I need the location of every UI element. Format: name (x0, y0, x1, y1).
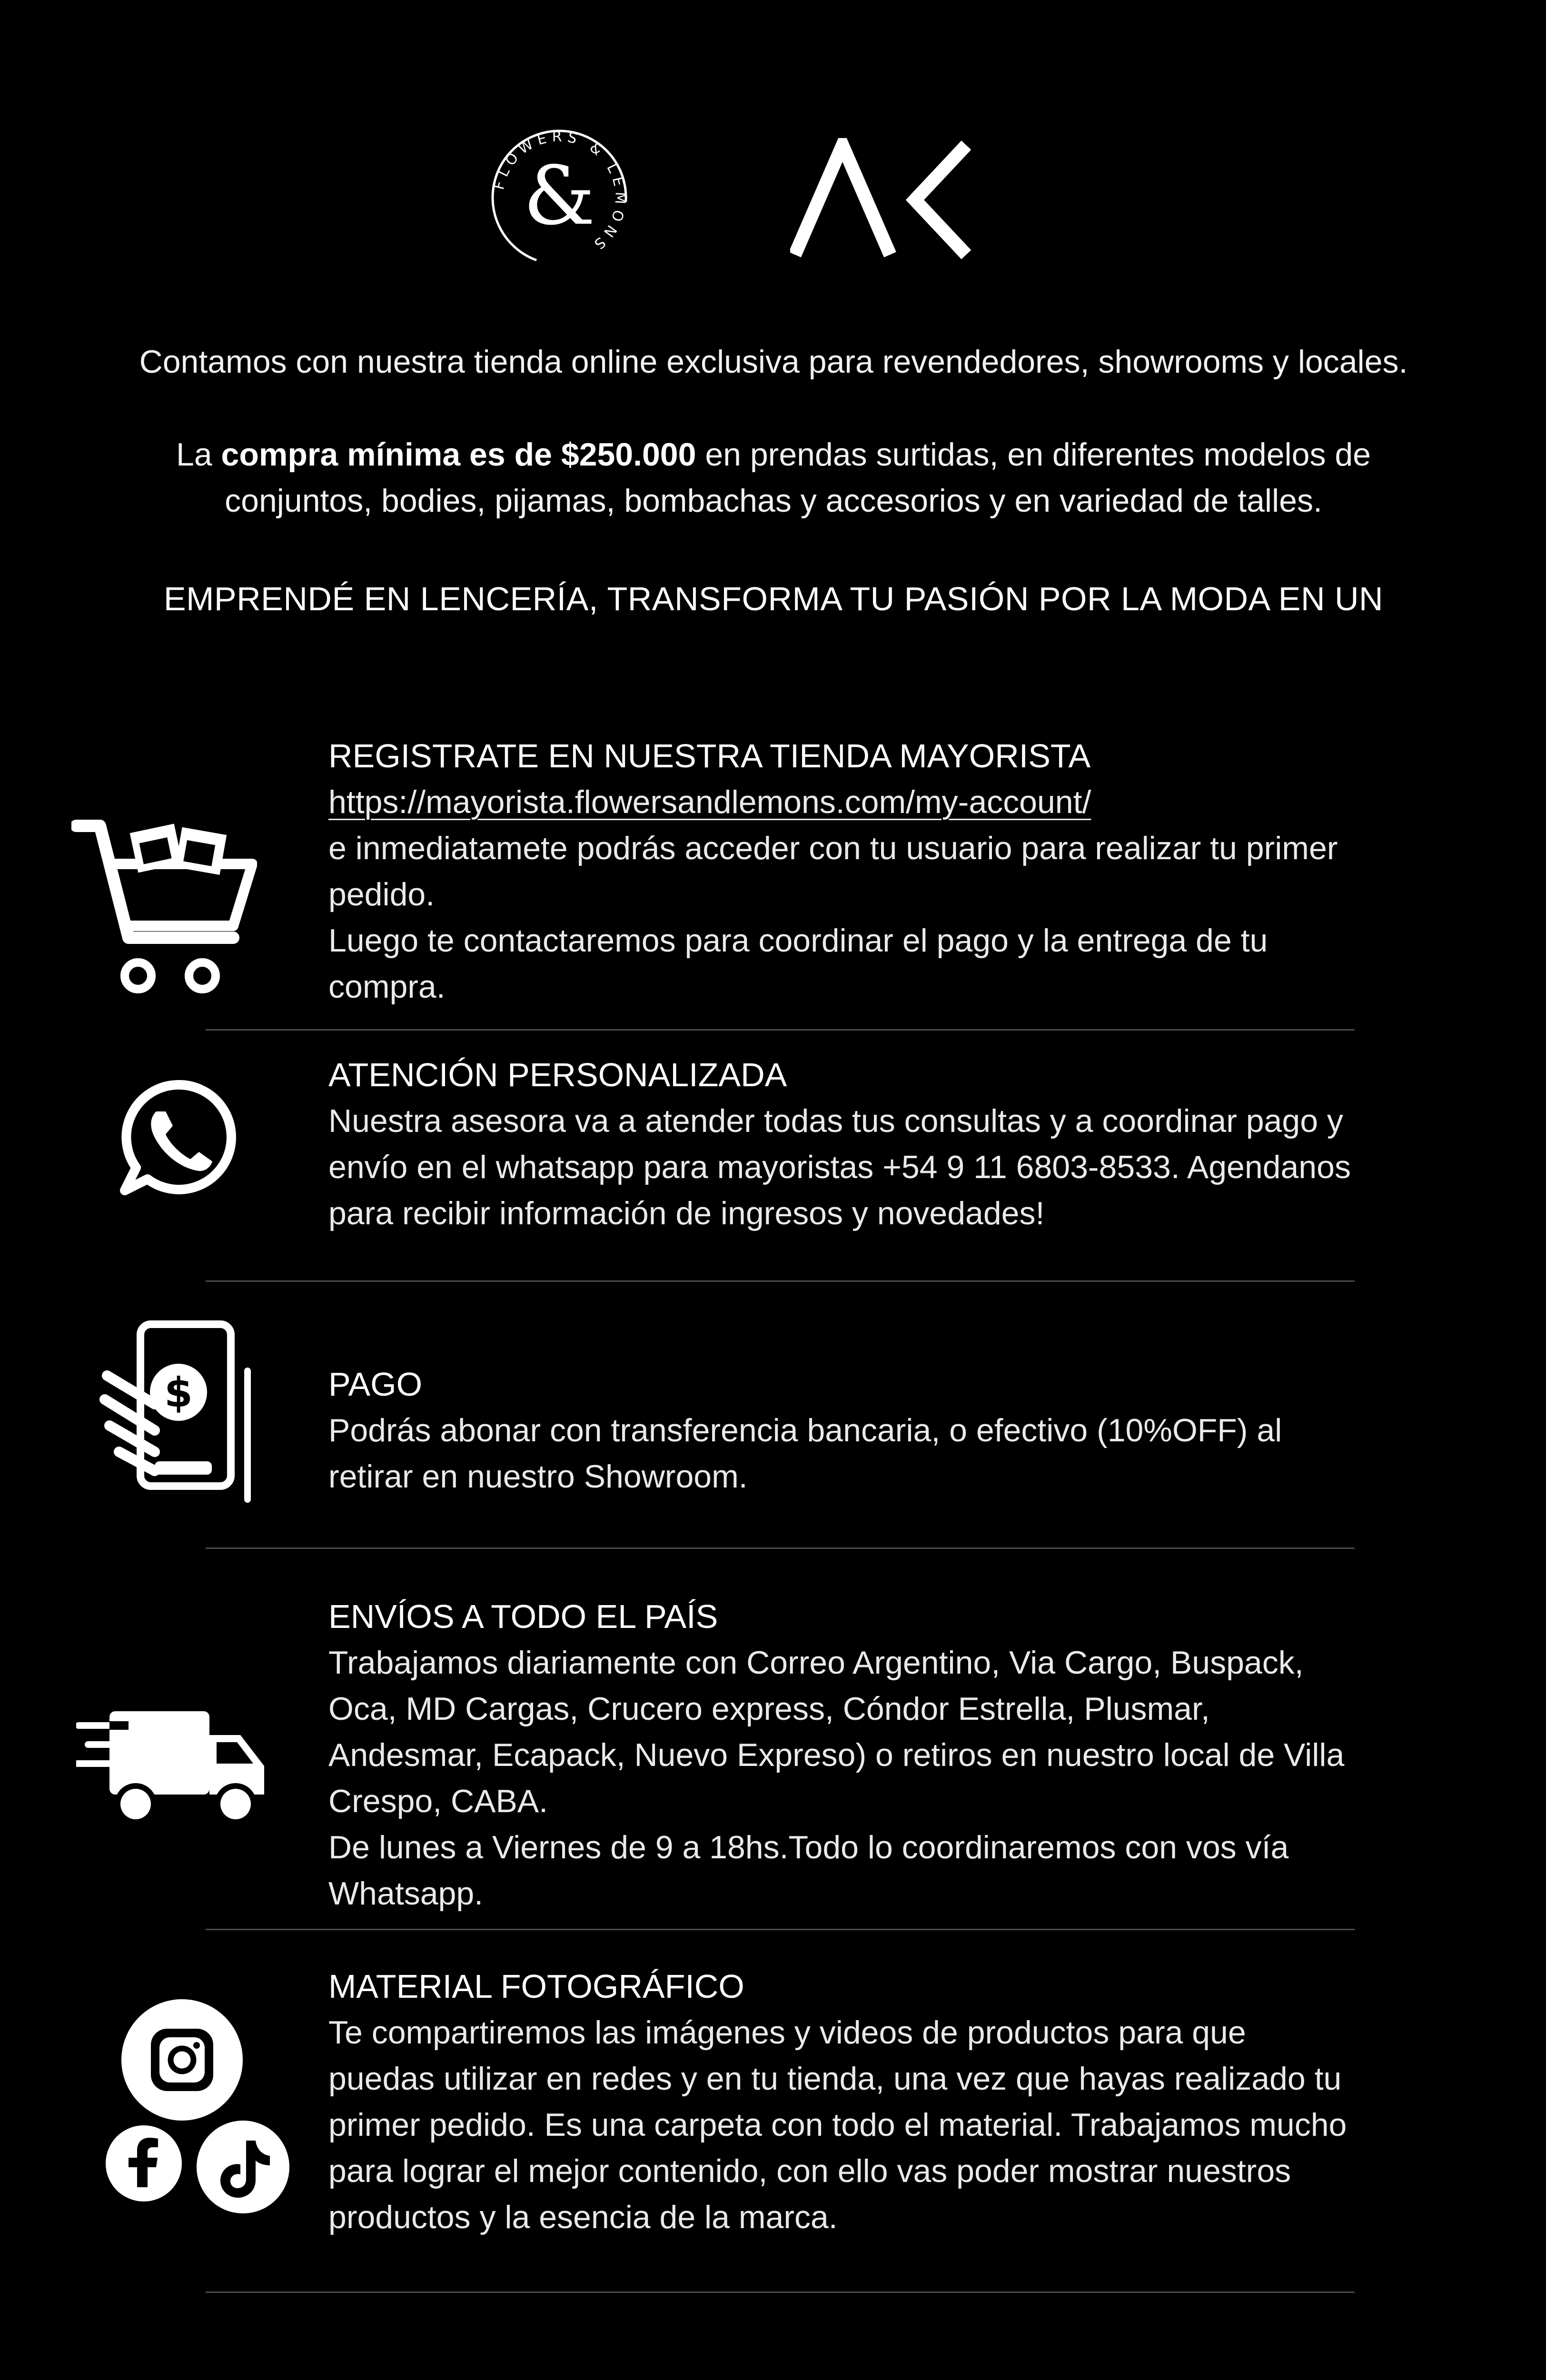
divider (206, 2291, 1355, 2293)
shipping-text-2: De lunes a Viernes de 9 a 18hs.Todo lo coordinaremos con vos vía Whatsapp. (328, 1829, 1289, 1912)
intro-suffix: en prendas surtidas, en diferentes modelos de conjuntos, bodies, pijamas, bombachas y accesorios y en variedad de talles. (225, 436, 1371, 519)
shopping-cart-icon (71, 819, 257, 1000)
register-section (328, 733, 1357, 1010)
wholesale-account-link[interactable]: https://mayorista.flowersandlemons.com/my-account/ (328, 784, 1091, 820)
tiktok-icon (197, 2121, 289, 2213)
attention-section (328, 1052, 1357, 1237)
delivery-truck-icon (76, 1706, 267, 1830)
photo-material-title: MATERIAL FOTOGRÁFICO (328, 1968, 744, 2005)
flowers-lemons-logo (486, 124, 633, 271)
photo-material-text: Te compartiremos las imágenes y videos de productos para que puedas utilizar en redes y en tu tienda, una vez que hayas realizado tu primer pedido. Es una carpeta con todo el material. Trabajamos mucho para lograr el mejor contenido, con ello vas poder mostrar nuestros productos y la esencia de la marca. (328, 2014, 1347, 2235)
attention-text: Nuestra asesora va a atender todas tus consultas y a coordinar pago y envío en el whatsapp para mayoristas +54 9 11 6803-8533. Agendanos para recibir información de ingresos y novedades! (328, 1103, 1351, 1231)
divider (206, 1029, 1355, 1031)
register-text-2: Luego te contactaremos para coordinar el pago y la entrega de tu compra. (328, 922, 1268, 1005)
register-title: REGISTRATE EN NUESTRA TIENDA MAYORISTA (328, 737, 1091, 774)
payment-title: PAGO (328, 1366, 423, 1403)
svg-text:&: & (523, 149, 595, 243)
divider (206, 1547, 1355, 1549)
intro-prefix: La (176, 436, 221, 473)
payment-text: Podrás abonar con transferencia bancaria, o efectivo (10%OFF) al retirar en nuestro Showroom. (328, 1412, 1282, 1495)
payment-section (328, 1361, 1357, 1500)
ak-logo (790, 138, 971, 262)
svg-text:AK: AK (881, 260, 882, 261)
minimum-purchase-highlight: compra mínima es de $250.000 (221, 436, 696, 473)
divider (206, 1280, 1355, 1282)
register-text-1: e inmediatamete podrás acceder con tu usuario para realizar tu primer pedido. (328, 830, 1338, 912)
svg-text:FLOWERS & LEMONS: FLOWERS & LEMONS (490, 128, 629, 256)
shipping-text-1: Trabajamos diariamente con Correo Argentino, Via Cargo, Buspack, Oca, MD Cargas, Crucero express, Cóndor Estrella, Plusmar, Andesmar, Ecapack, Nuevo Expreso) o retiros en nuestro local de Villa Crespo, CABA. (328, 1645, 1345, 1819)
tagline: EMPRENDÉ EN LENCERÍA, TRANSFORMA TU PASIÓN POR LA MODA EN UN (163, 580, 1384, 617)
shipping-title: ENVÍOS A TODO EL PAÍS (328, 1598, 718, 1635)
whatsapp-icon (118, 1078, 237, 1197)
instagram-icon (121, 1999, 243, 2121)
facebook-icon (106, 2125, 182, 2202)
shipping-section (328, 1594, 1357, 1917)
svg-text:$: $ (164, 1369, 193, 1417)
intro-text: Contamos con nuestra tienda online exclusiva para revendedores, showrooms y locales. (139, 344, 1408, 380)
minimum-purchase-text (133, 432, 1414, 524)
attention-title: ATENCIÓN PERSONALIZADA (328, 1056, 787, 1093)
photo-material-section (328, 1964, 1357, 2241)
divider (206, 1929, 1355, 1930)
phone-payment-icon (98, 1319, 259, 1504)
